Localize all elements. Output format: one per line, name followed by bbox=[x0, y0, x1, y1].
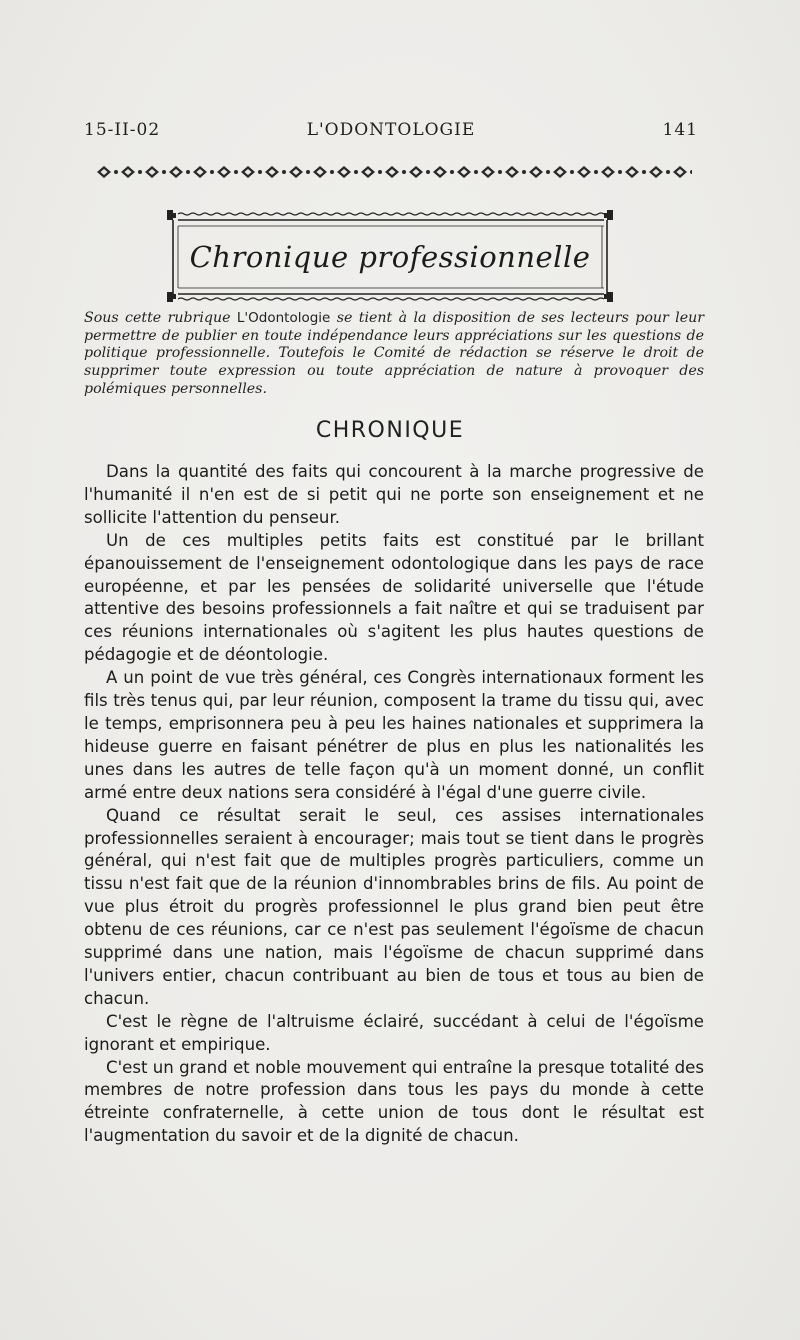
band-motif bbox=[601, 166, 622, 178]
decorative-band-icon bbox=[92, 164, 692, 180]
intro-journal-name: L'Odontologie bbox=[236, 310, 331, 326]
intro-text-after: se tient à la disposition de ses lecteurs pour leur permettre de publier en toute indépendance leurs appréciations sur les questions de politique professionnelle. Toutefois le Comité de rédaction se réserve le droit de supprimer toute expression ou toute appréciation de nature à provoquer des polémiques personnelles. bbox=[84, 310, 705, 397]
band-motif bbox=[385, 166, 406, 178]
title-cartouche bbox=[164, 208, 616, 304]
band-motif bbox=[289, 166, 310, 178]
band-motif bbox=[313, 166, 334, 178]
paragraph: Dans la quantité des faits qui concourent à la marche progressive de l'humanité il n'en est de si petit qui ne porte son enseignement et ne sollicite l'attention du penseur. bbox=[84, 462, 704, 527]
band-motif bbox=[553, 166, 574, 178]
issue-date: 15-II-02 bbox=[84, 120, 161, 140]
band-motif bbox=[433, 166, 454, 178]
band-motif bbox=[529, 166, 550, 178]
band-motif bbox=[409, 166, 430, 178]
band-motif bbox=[577, 166, 598, 178]
band-motif bbox=[673, 166, 692, 178]
band-motif bbox=[625, 166, 646, 178]
paragraph: Quand ce résultat serait le seul, ces assises internationales professionnelles seraient à encourager; mais tout se tient dans le progrès général, qui n'est fait que de multiples progrès particuliers, comme un tissu n'est fait que de la réunion d'innombrables brins de fils. Au point de vue plus étroit du progrès professionnel le plus grand bien peut être obtenu de ces réunions, car ce n'est pas seulement l'égoïsme de chacun supprimé dans une nation, mais l'égoïsme de chacun supprimé dans l'univers entier, chacun contribuant au bien de tous et tous au bien de chacun. bbox=[84, 805, 704, 1008]
page-number: 141 bbox=[662, 120, 698, 140]
journal-title: L'ODONTOLOGIE bbox=[306, 120, 476, 140]
band-motif bbox=[481, 166, 502, 178]
band-motif bbox=[193, 166, 214, 178]
band-motif bbox=[169, 166, 190, 178]
paragraph: A un point de vue très général, ces Congrès internationaux forment les fils très tenus qui, par leur réunion, composent la trame du tissu qui, avec le temps, emprisonnera peu à peu les haines nationales et supprimera la hideuse guerre en faisant pénétrer de plus en plus les nationalités les unes dans les autres de telle façon qu'à un moment donné, un conflit armé entre deux nations sera considéré à l'égal d'une guerre civile. bbox=[84, 668, 704, 802]
paragraph: C'est un grand et noble mouvement qui entraîne la presque totalité des membres de notre profession dans tous les pays du monde à cette étreinte confraternelle, à cette union de tous dont le résultat est l'augmentation du savoir et de la dignité de chacun. bbox=[84, 1057, 704, 1146]
intro-text-before: Sous cette rubrique bbox=[84, 310, 231, 326]
article-body bbox=[84, 461, 704, 1148]
band-motif bbox=[97, 166, 118, 178]
band-motif bbox=[649, 166, 670, 178]
band-motif bbox=[457, 166, 478, 178]
paragraph: C'est le règne de l'altruisme éclairé, succédant à celui de l'égoïsme ignorant et empirique. bbox=[84, 1011, 704, 1054]
running-head bbox=[84, 120, 698, 144]
band-motif bbox=[217, 166, 238, 178]
decorative-band-svg bbox=[92, 164, 692, 180]
band-motif bbox=[265, 166, 286, 178]
intro-note bbox=[84, 310, 704, 399]
band-motif bbox=[505, 166, 526, 178]
paragraph: Un de ces multiples petits faits est constitué par le brillant épanouissement de l'enseignement odontologique dans les pays de race européenne, et par les pensées de solidarité universelle que l'étude attentive des besoins professionnels a fait naître et qui se traduisent par ces réunions internationales où s'agitent les plus hautes questions de pédagogie et de déontologie. bbox=[84, 530, 704, 665]
section-heading: CHRONIQUE bbox=[315, 418, 465, 443]
band-motif bbox=[145, 166, 166, 178]
band-motif bbox=[121, 166, 142, 178]
band-motif bbox=[337, 166, 358, 178]
band-motif bbox=[241, 166, 262, 178]
rubric-title: Chronique professionnelle bbox=[189, 240, 591, 274]
band-motif bbox=[361, 166, 382, 178]
